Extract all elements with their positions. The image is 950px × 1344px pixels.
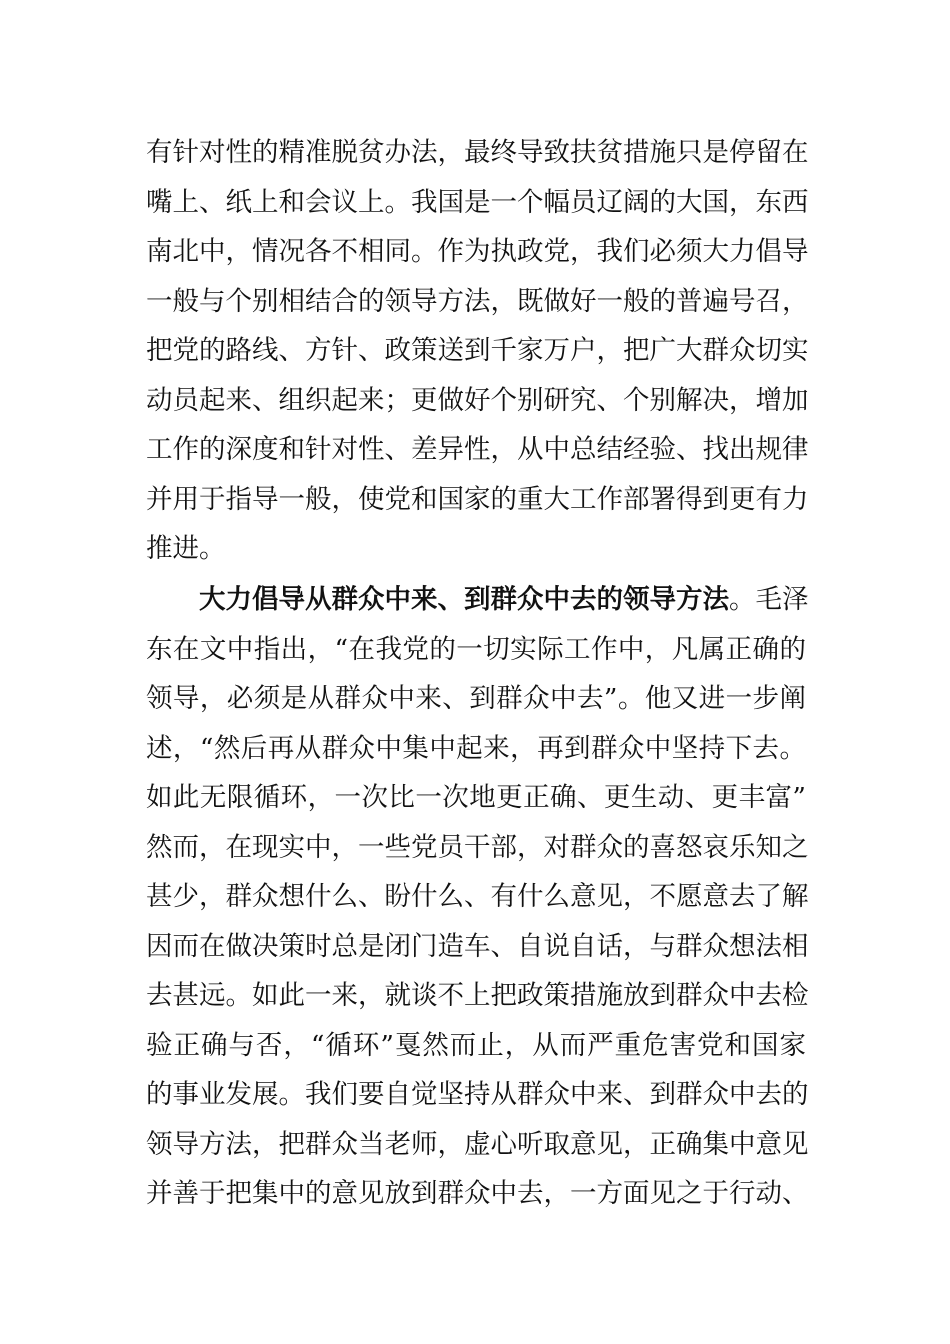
paragraph-2-line-2: 东在文中指出，“在我党的一切实际工作中，凡属正确的 — [146, 633, 806, 665]
paragraph-2-line-6: 然而，在现实中，一些党员干部，对群众的喜怒哀乐知之 — [146, 831, 809, 863]
paragraph-2-line-3: 领导，必须是从群众中来、到群众中去”。他又进一步阐 — [146, 683, 806, 714]
paragraph-2-line-4: 述，“然后再从群众中集中起来，再到群众中坚持下去。 — [146, 732, 806, 764]
paragraph-1-line-9: 推进。 — [146, 533, 226, 564]
paragraph-1-line-5: 把党的路线、方针、政策送到千家万户，把广大群众切实 — [146, 335, 809, 366]
paragraph-1-line-2: 嘴上、纸上和会议上。我国是一个幅员辽阔的大国，东西 — [146, 186, 809, 218]
paragraph-2-line-13: 并善于把集中的意见放到群众中去，一方面见之于行动、 — [146, 1178, 809, 1209]
paragraph-2-line-9: 去甚远。如此一来，就谈不上把政策措施放到群众中去检 — [146, 980, 809, 1011]
paragraph-2-first-line — [146, 575, 809, 625]
paragraph-2-line-7: 甚少，群众想什么、盼什么、有什么意见，不愿意去了解 — [146, 881, 809, 912]
paragraph-1 — [146, 128, 809, 574]
paragraph-2-line-12: 领导方法，把群众当老师，虚心听取意见，正确集中意见 — [146, 1128, 809, 1160]
paragraph-1-line-8: 并用于指导一般，使党和国家的重大工作部署得到更有力 — [146, 483, 809, 515]
paragraph-2 — [146, 575, 809, 1219]
paragraph-2-line-11: 的事业发展。我们要自觉坚持从群众中来、到群众中去的 — [146, 1079, 809, 1110]
paragraph-1-line-4: 一般与个别相结合的领导方法，既做好一般的普遍号召， — [146, 285, 809, 317]
section-heading: 大力倡导从群众中来、到群众中去的领导方法 — [199, 584, 729, 615]
paragraph-1-line-7: 工作的深度和针对性、差异性，从中总结经验、找出规律 — [146, 434, 809, 465]
paragraph-1-line-6: 动员起来、组织起来；更做好个别研究、个别解决，增加 — [146, 384, 809, 416]
paragraph-2-line-10: 验正确与否，“循环”戛然而止，从而严重危害党和国家 — [146, 1029, 806, 1061]
paragraph-2-line-5: 如此无限循环，一次比一次地更正确、更生动、更丰富” — [146, 782, 806, 813]
paragraph-1-line-1: 有针对性的精准脱贫办法，最终导致扶贫措施只是停留在 — [146, 137, 809, 168]
paragraph-1-line-3: 南北中，情况各不相同。作为执政党，我们必须大力倡导 — [146, 236, 809, 267]
paragraph-2-first-line-rest: 。毛泽 — [729, 584, 809, 615]
paragraph-2-line-8: 因而在做决策时总是闭门造车、自说自话，与群众想法相 — [146, 930, 809, 962]
